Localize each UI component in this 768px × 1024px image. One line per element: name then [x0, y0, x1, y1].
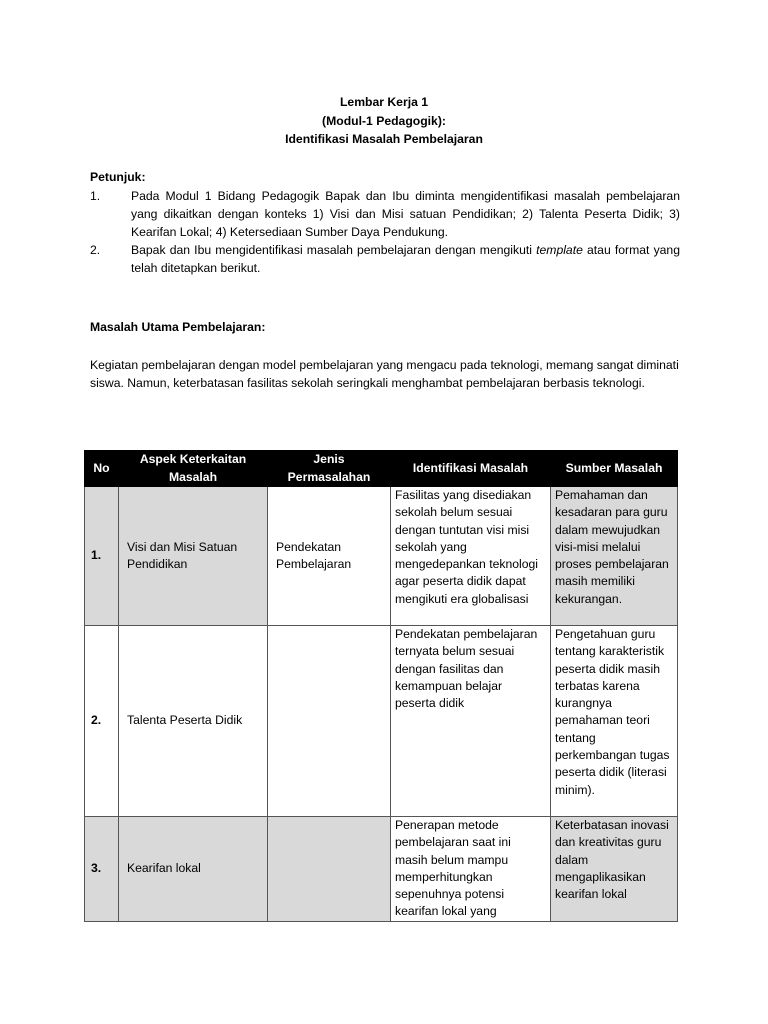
instruction-text-start: Bapak dan Ibu mengidentifikasi masalah pembelajaran dengan mengikuti	[131, 243, 537, 257]
problem-identification-table	[84, 450, 678, 922]
cell-jenis: Pendekatan Pembelajaran	[268, 487, 391, 626]
header-sumber: Sumber Masalah	[551, 451, 678, 487]
cell-aspek: Kearifan lokal	[119, 817, 268, 922]
cell-identifikasi: Penerapan metode pembelajaran saat ini masih belum mampu memperhitungkan sepenuhnya potensi kearifan lokal yang	[391, 817, 551, 922]
cell-identifikasi: Pendekatan pembelajaran ternyata belum sesuai dengan fasilitas dan kemampuan belajar peserta didik	[391, 626, 551, 817]
instructions-list	[90, 187, 680, 277]
table-header-row	[85, 451, 678, 487]
main-problem-text: Kegiatan pembelajaran dengan model pembelajaran yang mengacu pada teknologi, memang sangat diminati siswa. Namun, keterbatasan fasilitas sekolah seringkali menghambat pembelajaran berbasis teknologi.	[90, 358, 679, 390]
instruction-text-end: atau format yang telah ditetapkan berikut.	[131, 243, 680, 275]
cell-no: 3.	[85, 817, 119, 922]
cell-jenis	[268, 626, 391, 817]
cell-no: 1.	[85, 487, 119, 626]
instruction-number: 2.	[90, 243, 101, 257]
cell-no: 2.	[85, 626, 119, 817]
instruction-number: 1.	[90, 189, 101, 203]
title-line-3: Identifikasi Masalah Pembelajaran	[285, 132, 483, 146]
instruction-text	[131, 243, 680, 275]
instruction-template-word: template	[536, 243, 583, 257]
cell-sumber: Keterbatasan inovasi dan kreativitas guru dalam mengaplikasikan kearifan lokal	[551, 817, 678, 922]
table-row	[85, 817, 678, 922]
instructions-heading: Petunjuk:	[90, 170, 146, 184]
table-row	[85, 487, 678, 626]
table-row	[85, 626, 678, 817]
cell-aspek: Talenta Peserta Didik	[119, 626, 268, 817]
title-line-2: (Modul-1 Pedagogik):	[322, 113, 446, 128]
instruction-item	[90, 187, 680, 241]
instruction-text: Pada Modul 1 Bidang Pedagogik Bapak dan Ibu diminta mengidentifikasi masalah pembelajaran yang dikaitkan dengan konteks 1) Visi dan Misi satuan Pendidikan; 2) Talenta Peserta Didik; 3) Kearifan Lokal; 4) Ketersediaan Sumber Daya Pendukung.	[131, 189, 680, 239]
header-identifikasi: Identifikasi Masalah	[391, 451, 551, 487]
title-line-1: Lembar Kerja 1	[339, 95, 429, 109]
cell-aspek: Visi dan Misi Satuan Pendidikan	[119, 487, 268, 626]
cell-jenis	[268, 817, 391, 922]
instruction-item	[90, 241, 680, 277]
header-aspek: Aspek Keterkaitan Masalah	[119, 451, 268, 487]
header-no: No	[85, 451, 119, 487]
cell-identifikasi: Fasilitas yang disediakan sekolah belum sesuai dengan tuntutan visi misi sekolah yang mengedepankan teknologi agar peserta didik dapat mengikuti era globalisasi	[391, 487, 551, 626]
header-jenis: Jenis Permasalahan	[268, 451, 391, 487]
document-title	[0, 93, 768, 149]
cell-sumber: Pemahaman dan kesadaran para guru dalam mewujudkan visi-misi melalui proses pembelajaran masih memiliki kekurangan.	[551, 487, 678, 626]
cell-sumber: Pengetahuan guru tentang karakteristik peserta didik masih terbatas karena kurangnya pemahaman teori tentang perkembangan tugas peserta didik (literasi minim).	[551, 626, 678, 817]
main-problem-heading: Masalah Utama Pembelajaran:	[90, 320, 266, 334]
